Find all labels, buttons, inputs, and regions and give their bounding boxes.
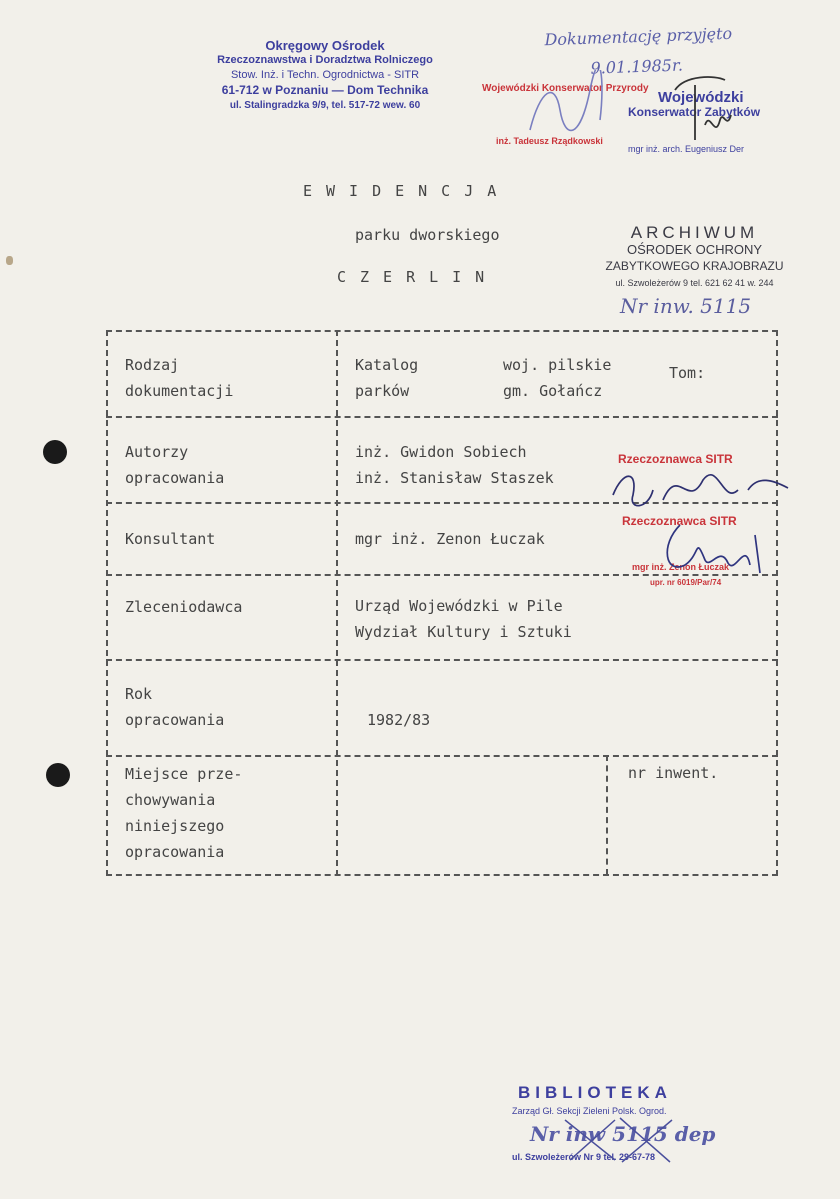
wkz-line3: mgr inż. arch. Eugeniusz Der: [628, 144, 745, 154]
oosr-stamp: [210, 38, 440, 113]
row-year-label: Rok opracowania: [125, 685, 225, 729]
biblioteka-cross-out: [560, 1110, 680, 1170]
row-type-tom: Tom:: [669, 364, 706, 382]
archiwum-line2: OŚRODEK OCHRONY: [626, 242, 763, 257]
oosr-line4: 61-712 w Poznaniu — Dom Technika: [221, 83, 429, 97]
biblioteka-line1: BIBLIOTEKA: [518, 1083, 672, 1102]
row-consultant-label: Konsultant: [125, 530, 216, 548]
row-client-value: Urząd Wojewódzki w Pile Wydział Kultury i Sztuki: [355, 597, 572, 641]
row-type-value: Katalog parków: [355, 356, 419, 400]
park-place-name: CZERLIN: [337, 268, 499, 286]
archiwum-line3: ZABYTKOWEGO KRAJOBRAZU: [605, 259, 784, 273]
oosr-line1: Okręgowy Ośrodek: [265, 38, 385, 53]
punch-hole-bottom: [46, 763, 70, 787]
sitr2-line3: upr. nr 6019/Par/74: [650, 578, 722, 587]
consultant-signature: [650, 515, 770, 585]
acceptance-note-text: Dokumentację przyjęto: [544, 23, 733, 50]
document-title: EWIDENCJA: [303, 182, 511, 200]
archiwum-stamp: [592, 224, 797, 292]
pencil-mark: [6, 256, 13, 265]
wkp-line2: inż. Tadeusz Rządkowski: [496, 136, 603, 146]
row-consultant-value: mgr inż. Zenon Łuczak: [355, 530, 545, 548]
wkz-signature: [655, 70, 735, 150]
sitr2-line1: Rzeczoznawca SITR: [622, 514, 737, 528]
document-subtitle: parku dworskiego: [355, 226, 500, 244]
row-type-region: woj. pilskie gm. Gołańcz: [503, 356, 612, 400]
oosr-line3: Stow. Inż. i Techn. Ogrodnictwa - SITR: [230, 69, 420, 81]
biblioteka-inventory: Nr inw 5115 dep: [530, 1122, 716, 1146]
wkz-line1: Wojewódzki: [658, 89, 744, 106]
oosr-line2: Rzeczoznawstwa i Doradztwa Rolniczego: [217, 54, 433, 66]
punch-hole-top: [43, 440, 67, 464]
archiwum-line1: ARCHIWUM: [630, 223, 759, 242]
row-storage-inventory: nr inwent.: [628, 764, 719, 782]
archiwum-line4: ul. Szwoleżerów 9 tel. 621 62 41 w. 244: [615, 278, 774, 288]
archiwum-inventory-note: Nr inw. 5115: [620, 294, 752, 318]
row-client-label: Zleceniodawca: [125, 598, 243, 616]
row-storage-label: Miejsce prze- chowywania niniejszego opracowania: [125, 765, 243, 861]
row-authors-label: Autorzy opracowania: [125, 443, 225, 487]
row-authors-value: inż. Gwidon Sobiech inż. Stanisław Staszek: [355, 443, 554, 487]
wkp-signature: [520, 70, 610, 140]
row-type-label: Rodzaj dokumentacji: [125, 356, 234, 400]
row-year-value: 1982/83: [367, 711, 431, 729]
biblioteka-line4: ul. Szwoleżerów Nr 9 tel. 29-67-78: [512, 1152, 656, 1162]
biblioteka-line2: Zarząd Gł. Sekcji Zieleni Polsk. Ogrod.: [512, 1106, 667, 1116]
wkz-line2: Konserwator Zabytków: [628, 105, 761, 119]
sitr-stamp-1: Rzeczoznawca SITR: [618, 452, 733, 466]
acceptance-note-date: 9.01.1985r.: [590, 55, 684, 78]
authors-signatures: [608, 460, 798, 520]
wkp-line1: Wojewódzki Konserwator Przyrody: [482, 83, 649, 94]
oosr-line5: ul. Stalingradzka 9/9, tel. 517-72 wew. 60: [229, 100, 421, 111]
sitr2-line2: mgr inż. Zenon Łuczak: [632, 562, 730, 572]
